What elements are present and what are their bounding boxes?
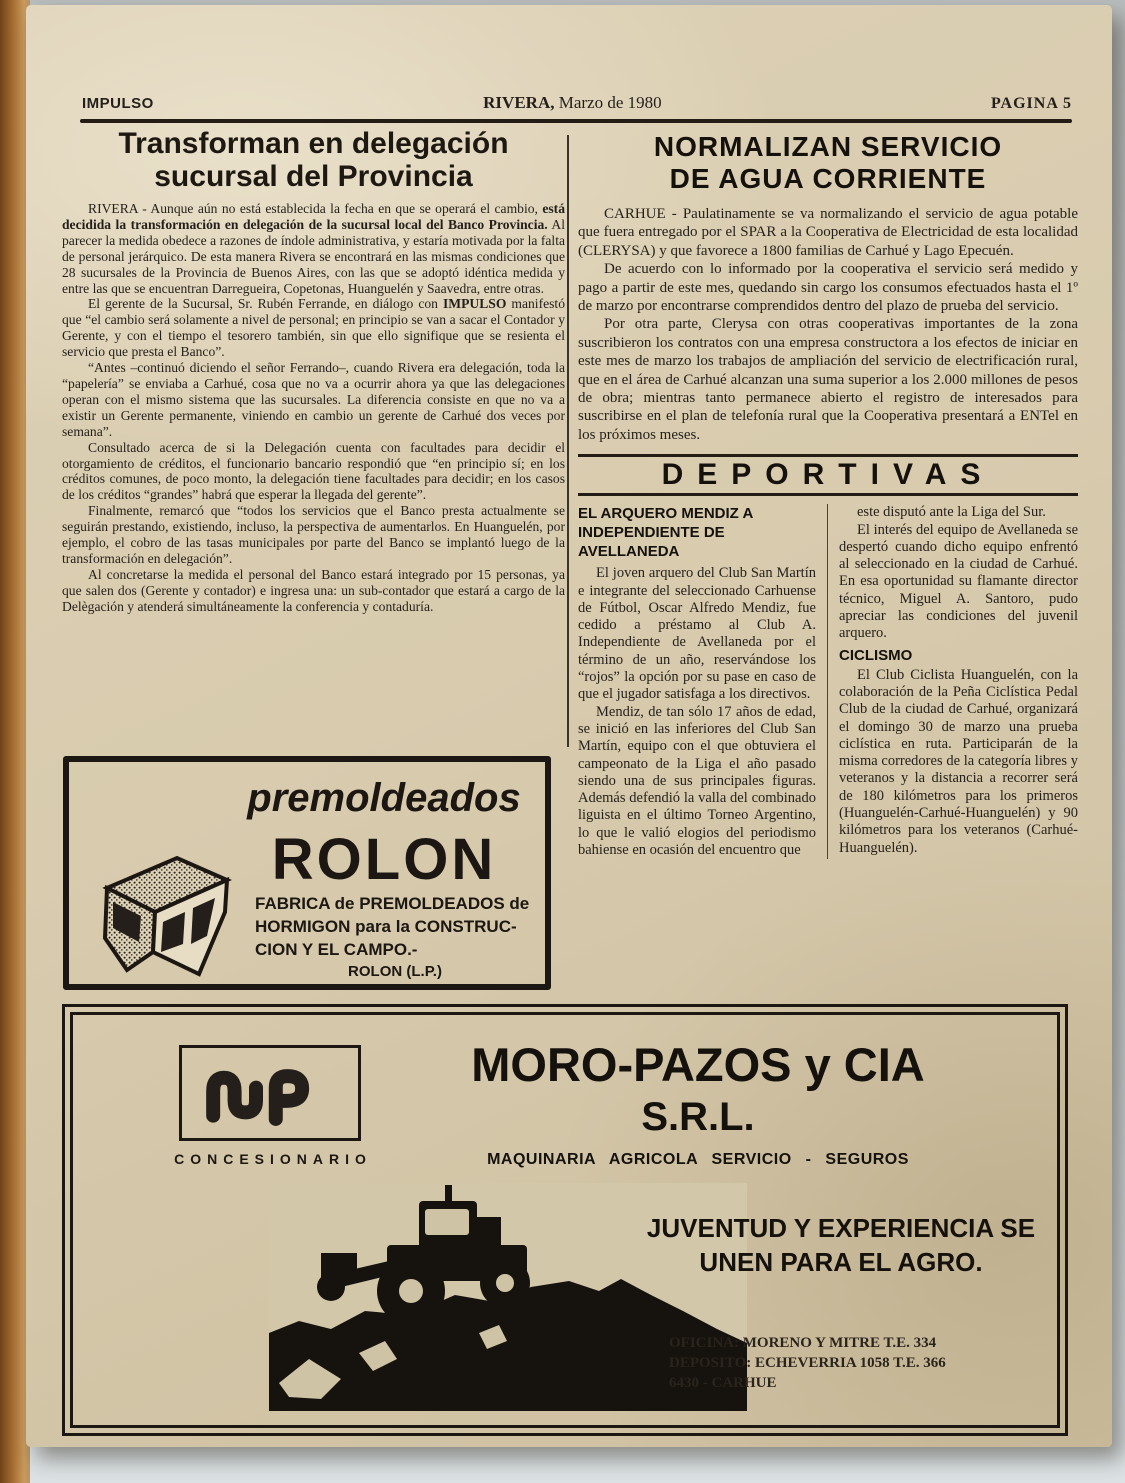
paragraph: Mendiz, de tan sólo 17 años de edad, se inició en las inferiores del Club San Martín, equipo con el que obtuviera el campeonato de la Liga el año pasado siendo una de sus principales figuras. Además defendió la valla del combinado liguista en el último Torneo Argentino, lo que le valió elogios del periodismo bahiense en ocasión del encuentro que (578, 703, 816, 859)
concrete-block-illustration-icon (83, 846, 233, 982)
right-column (578, 131, 1078, 859)
moro-pazos-ad-inner-border (70, 1012, 1060, 1428)
paragraph: Al concretarse la medida el personal del Banco estará integrado por 15 personas, ya que salen dos (Gerente y contador) e ingresa una: un sub-contador que estará a cargo de la Delègación y atenderá simultáneamente la conferencia y contaduría. (62, 566, 565, 614)
sports-columns (578, 504, 1078, 859)
page-number: PAGINA 5 (990, 95, 1072, 112)
moro-title2: S.R.L. (641, 1095, 755, 1139)
moro-address: OFICINA: MORENO Y MITRE T.E. 334 DEPOSITO: ECHEVERRIA 1058 T.E. 366 6430 - CARHUE (669, 1335, 946, 1391)
left-article-title: Transforman en delegación sucursal del Provincia (118, 127, 509, 193)
sports-rule-bottom (578, 493, 1078, 496)
rolon-tagline: premoldeados (247, 776, 521, 820)
water-article-title: NORMALIZAN SERVICIO DE AGUA CORRIENTE (653, 131, 1003, 194)
newspaper-brand: IMPULSO (82, 95, 154, 112)
sports-column-left (578, 504, 816, 859)
moro-title-block (373, 1037, 1023, 1169)
dateline (483, 93, 661, 113)
rolon-location: ROLON (L.P.) (348, 963, 442, 980)
water-article-body (578, 205, 1078, 444)
sports-column-right (827, 504, 1078, 859)
paragraph: De acuerdo con lo informado por la cooperativa el servicio será medido y pago a partir de este mes, quedando sin cargo los consumos efectuados hasta el 1º de marzo por encontrarse comprendidos dentro del plazo de prueba del servicio. (578, 261, 1078, 315)
paragraph: El joven arquero del Club San Martín e integrante del seleccionado Carhuense de Fútbol, Oscar Alfredo Mendiz, fue cedido a préstamo al Club A. Independiente de Avellaneda por el término de un año, reservándose los “rojos” la opción por su pase en caso de que el jugador satisfaga a los directivos. (578, 565, 816, 703)
column-divider (567, 135, 569, 747)
sports-story2-title: CICLISMO (839, 646, 913, 664)
paragraph: El interés del equipo de Avellaneda se despertó cuando dicho equipo enfrentó al seleccionado en la ciudad de Carhué. En esa oportunidad su flamante director técnico, Miguel A. Santoro, pudo apreciar las condiciones del juvenil arquero. (839, 521, 1078, 642)
sports-story1-title: EL ARQUERO MENDIZ A INDEPENDIENTE DE AVELLANEDA (578, 505, 754, 561)
rolon-brand: ROLON (271, 827, 497, 892)
rolon-body-text: FABRICA de PREMOLDEADOS de HORMIGON para la CONSTRUC- CION Y EL CAMPO.- (255, 894, 530, 959)
page-header (82, 93, 1072, 113)
rolon-ad (63, 756, 551, 990)
paragraph: “Antes –continuó diciendo el señor Ferrando–, cuando Rivera era delegación, toda la “papelería” se enviaba a Carhué, cosa que no va a ocurrir ahora ya que las delegaciones operan con el mismo sistema que las sucursales. La diferencia consiste en que no va a existir un Gerente permanente, viniendo en cambio un gerente de Carhué dos veces por semana”. (62, 360, 565, 439)
paragraph: Consultado acerca de si la Delegación cuenta con facultades para decidir el otorgamiento de créditos, el funcionario bancario respondió que “en principio sí; en los créditos comunes, de poco monto, la delegación tiene facultades para decidir; en los casos de los créditos “grandes” habrá que esperar la llegada del gerente”. (62, 439, 565, 503)
left-article-body (62, 201, 565, 615)
paragraph: CARHUE - Paulatinamente se va normalizando el servicio de agua potable que fuera entregado por el SPAR a la Cooperativa de Electricidad de esta localidad (CLERYSA) y que favorece a 1800 familias de Carhué y Lago Epecuén. (578, 206, 1078, 259)
moro-slogan: JUVENTUD Y EXPERIENCIA SE UNEN PARA EL AGRO. (646, 1213, 1036, 1277)
mp-logo-box (179, 1045, 361, 1141)
sports-section-header (578, 454, 1078, 496)
dateline-city: RIVERA, (483, 93, 555, 112)
moro-title: MORO-PAZOS y CIA (471, 1038, 925, 1091)
mp-logo-icon (200, 1058, 340, 1128)
paragraph: El gerente de la Sucursal, Sr. Rubén Ferrande, en diálogo con IMPULSO manifestó que “el cambio será solamente a nivel de personal; en principio se van a sacar el Contador y Gerente, y con el tiempo el tesorero también, sin que ello signifique que se resienta el servicio que presta el Banco”. (62, 296, 565, 360)
dateline-date: Marzo de 1980 (554, 93, 662, 112)
paragraph: este disputó ante la Liga del Sur. (857, 504, 1046, 521)
paragraph: RIVERA - Aunque aún no está establecida la fecha en que se operará el cambio, está decidida la transformación en delegación de la sucursal local del Banco Provincia. Al parecer la medida obedece a razones de índole administrativa, y estaría motivada por la falta de personal jerárquico. De esta manera Rivera se encontrará en las mismas condiciones que 28 sucursales de la Provincia de Buenos Aires, con las que se adoptó idéntica medida y entre las que se encuentran Darregueira, Copetonas, Huanguelén y Saavedra, entre otras. (62, 201, 565, 296)
header-rule (80, 119, 1072, 123)
paragraph: Finalmente, remarcó que “todos los servicios que el Banco presta actualmente se seguirán prestando, existiendo, incluso, la perspectiva de aumentarlos. En Huanguelén, por ejemplo, el cobro de las tasas municipales por parte del Banco se implantó luego de la transformación en delegación”. (62, 503, 565, 566)
paragraph: Por otra parte, Clerysa con otras cooperativas importantes de la zona suscribieron los contratos con una empresa constructora a los efectos de iniciar en este mes de marzo los trabajos de ampliación del servicio de electrificación rural, que en el área de Carhué alcanzan una suma superior a los 2.000 millones de pesos de obra; mientras tanto permanece abierto el registro de interesados para suscribirse en el plan de telefonía rural que la Cooperativa presentará a ENTel en los próximos meses. (578, 316, 1078, 443)
left-article (62, 127, 565, 615)
newspaper-page (26, 5, 1112, 1447)
moro-pazos-ad (62, 1004, 1068, 1436)
paragraph: El Club Ciclista Huanguelén, con la colaboración de la Peña Ciclística Pedal Club de la ciudad de Carhué, organizará el domingo 30 de marzo una prueba ciclística en ruta. Participarán de la misma corredores de la categoría libres y veteranos y la distancia a recorrer será de 180 kilómetros para los primeros (Huanguelén-Carhué-Huanguelén) y 90 kilómetros para los veteranos (Carhué-Huanguelén). (839, 666, 1078, 856)
concesionario-label: CONCESIONARIO (174, 1151, 372, 1167)
moro-subtitle: MAQUINARIA AGRICOLA SERVICIO - SEGUROS (487, 1151, 909, 1168)
sports-section-title: DEPORTIVAS (661, 458, 995, 492)
